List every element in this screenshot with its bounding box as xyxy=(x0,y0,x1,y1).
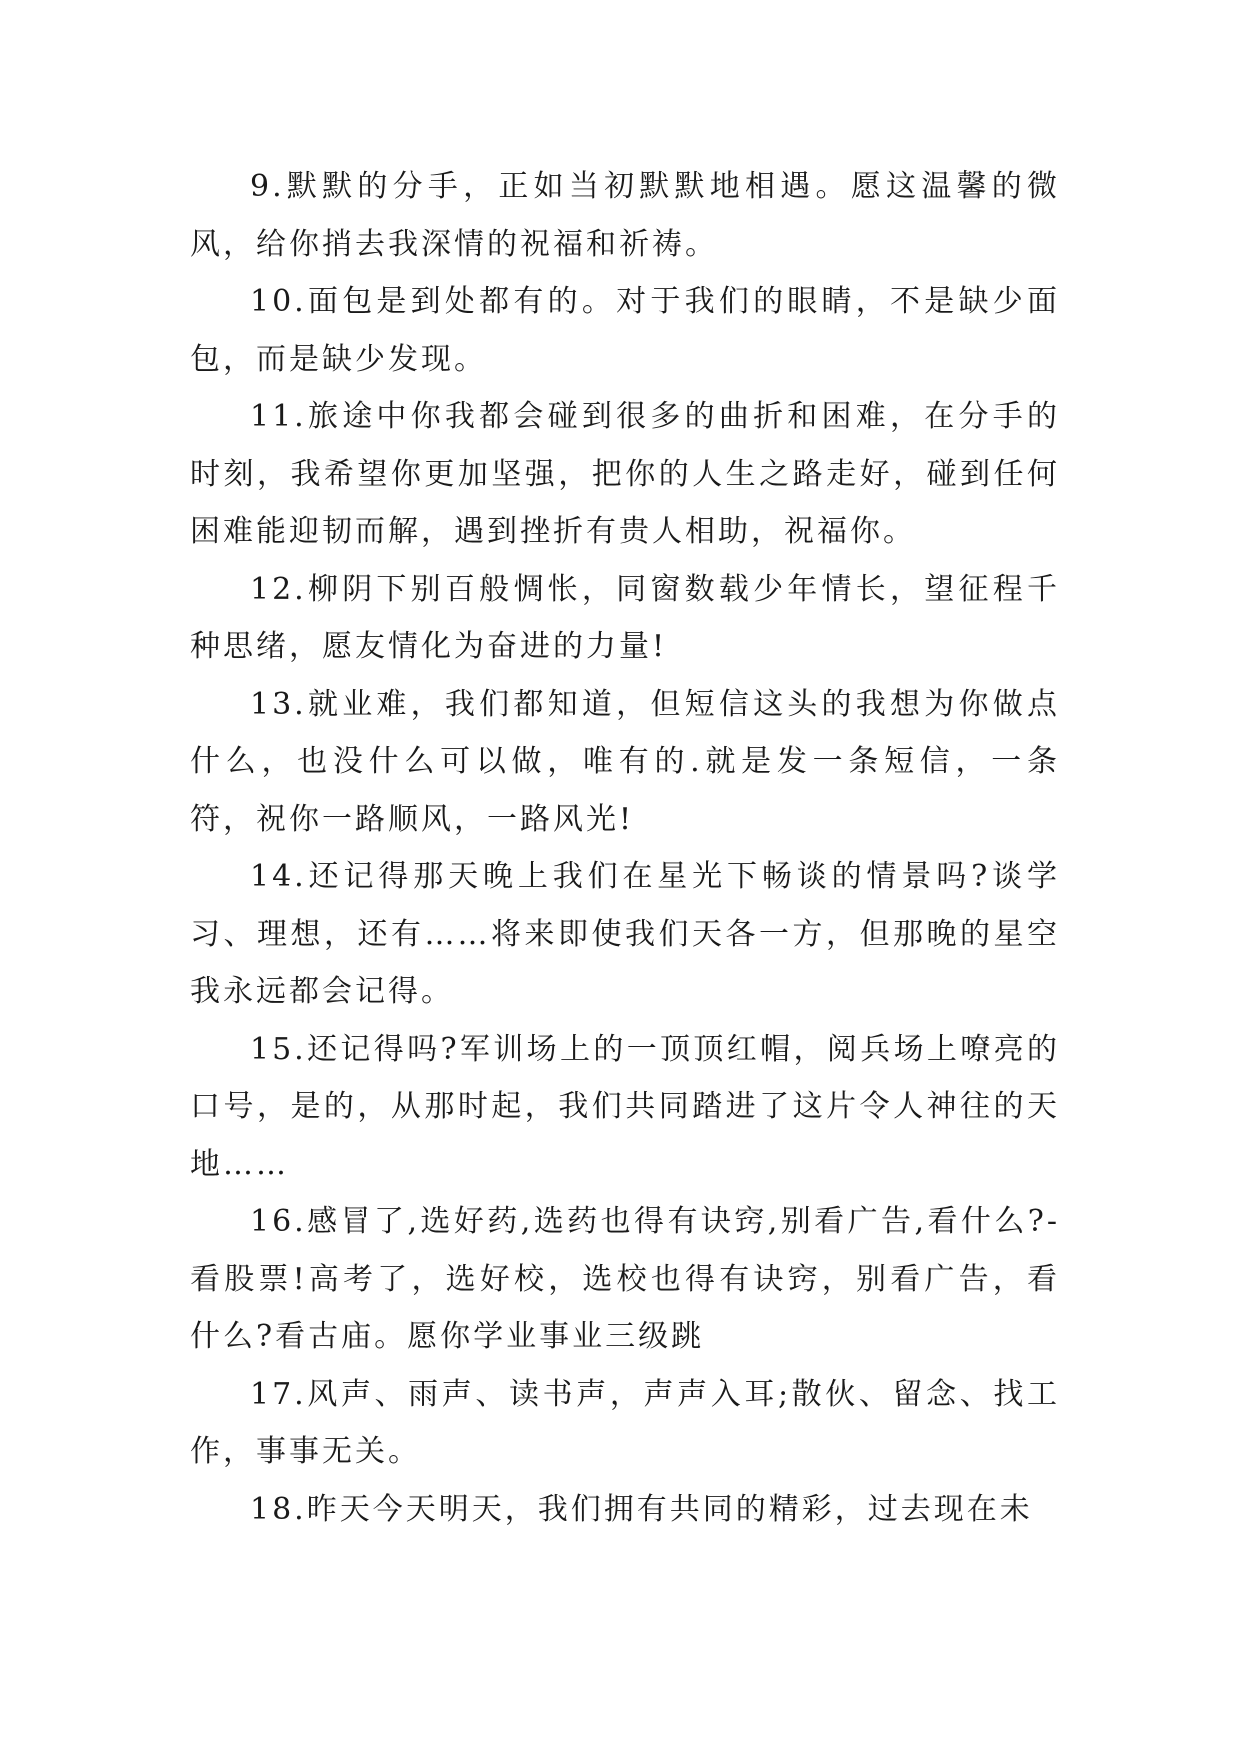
paragraph-18: 18.昨天今天明天，我们拥有共同的精彩，过去现在未 xyxy=(250,1491,1033,1527)
paragraph-13: 13.就业难，我们都知道，但短信这头的我想为你做点什么，也没什么可以做，唯有的.就是发一条短信，一条符，祝你一路顺风，一路风光! xyxy=(190,686,1060,837)
paragraph-10: 10.面包是到处都有的。对于我们的眼睛，不是缺少面包，而是缺少发现。 xyxy=(190,284,1060,377)
paragraph-16: 16.感冒了,选好药,选药也得有诀窍,别看广告,看什么?-看股票!高考了，选好校，选校也得有诀窍，别看广告，看什么?看古庙。愿你学业事业三级跳 xyxy=(190,1204,1060,1354)
paragraph-11: 11.旅途中你我都会碰到很多的曲折和困难，在分手的时刻，我希望你更加坚强，把你的人生之路走好，碰到任何困难能迎韧而解，遇到挫折有贵人相助，祝福你。 xyxy=(190,399,1060,549)
paragraph-17: 17.风声、雨声、读书声，声声入耳;散伙、留念、找工作，事事无关。 xyxy=(190,1376,1060,1469)
text-body xyxy=(190,158,1060,1538)
paragraph-12: 12.柳阴下别百般惆怅，同窗数载少年情长，望征程千种思绪，愿友情化为奋进的力量! xyxy=(190,571,1060,664)
paragraph-15: 15.还记得吗?军训场上的一顶顶红帽，阅兵场上嘹亮的口号，是的，从那时起，我们共同踏进了这片令人神往的天地…… xyxy=(190,1031,1060,1182)
paragraph-14: 14.还记得那天晚上我们在星光下畅谈的情景吗?谈学习、理想，还有……将来即使我们天各一方，但那晚的星空我永远都会记得。 xyxy=(190,859,1060,1009)
paragraph-9: 9.默默的分手，正如当初默默地相遇。愿这温馨的微风，给你捎去我深情的祝福和祈祷。 xyxy=(190,169,1060,262)
